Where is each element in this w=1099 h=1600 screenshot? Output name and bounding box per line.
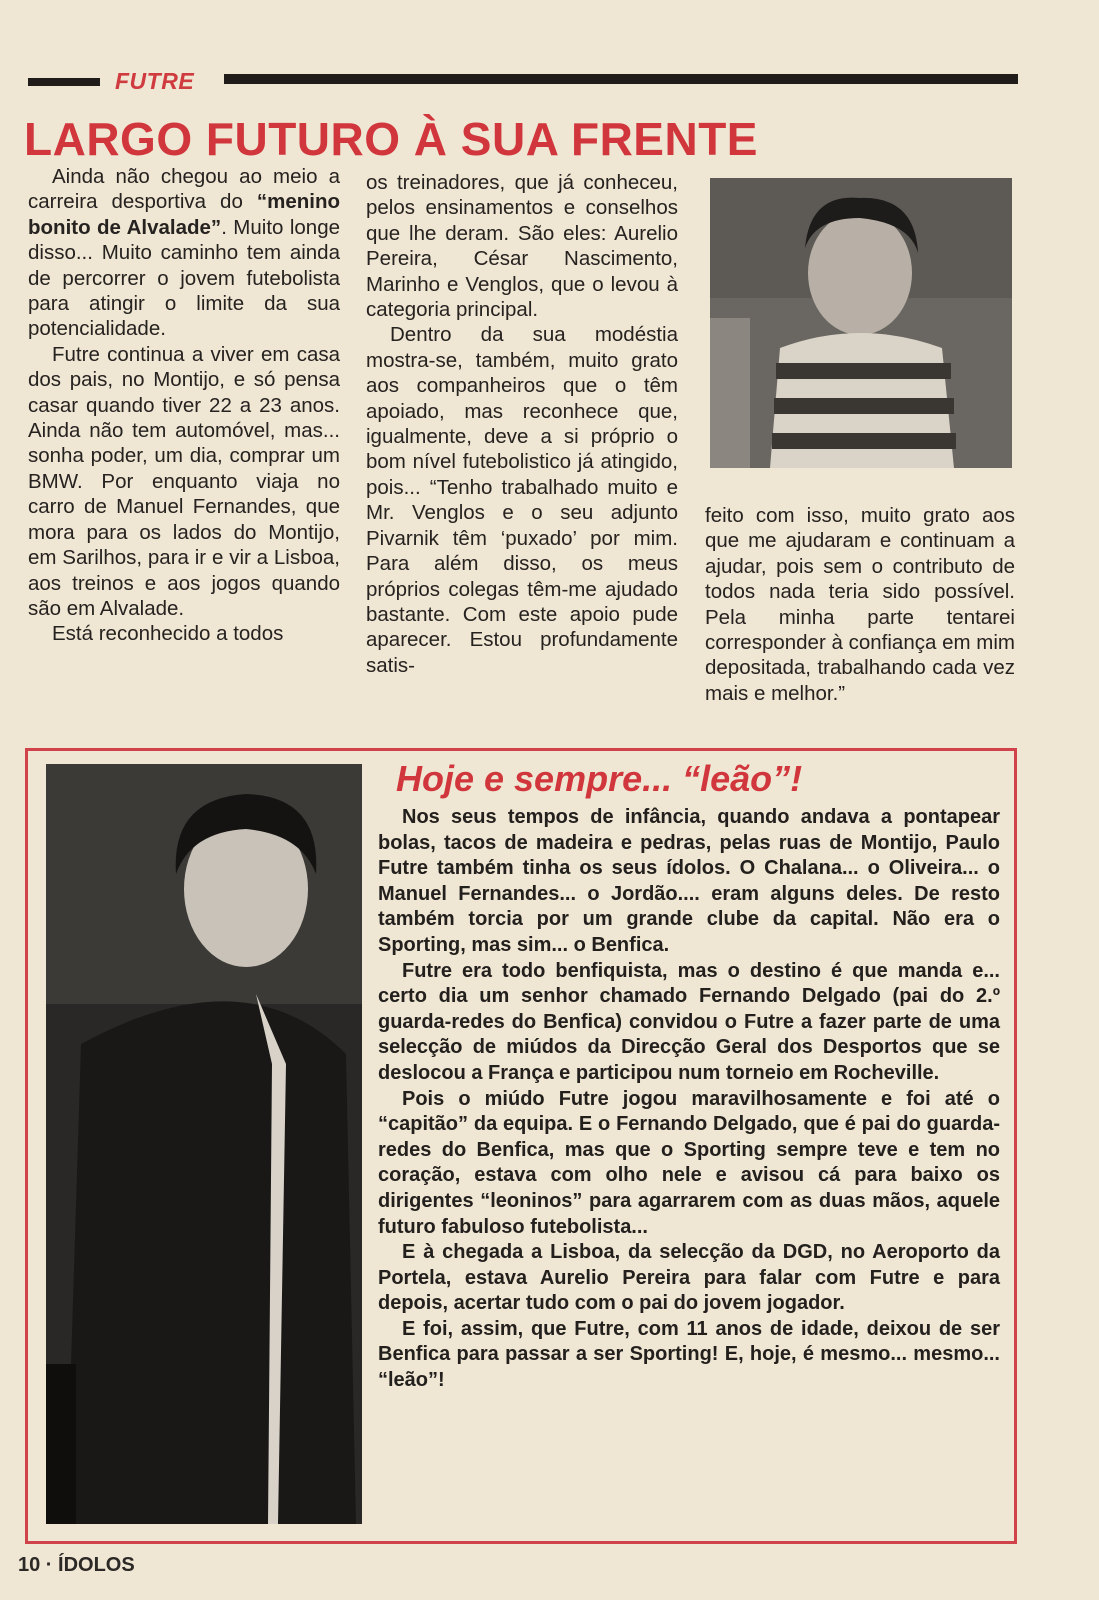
sidebar-paragraph: E foi, assim, que Futre, com 11 anos de idade, deixou de ser Benfica para passar a ser Sporting! E, hoje, é mesmo... mesmo... “leão”!	[378, 1317, 1000, 1392]
article-column-2	[366, 170, 678, 678]
player-portrait-image	[710, 178, 1012, 468]
nickname-quote: “menino bonito de Alvalade”	[28, 190, 340, 239]
article-headline: LARGO FUTURO À SUA FRENTE	[24, 113, 758, 165]
player-jacket-image	[46, 764, 362, 1524]
article-column-3	[705, 503, 1015, 706]
column-1-paragraph-3: Está reconhecido a todos	[52, 622, 284, 646]
sidebar-paragraph: Nos seus tempos de infância, quando andava a pontapear bolas, tacos de madeira e pedras, pelas ruas de Montijo, Paulo Futre também tinha os seus ídolos. O Chalana... o Oliveira... o Manuel Fernandes... o Jordão.... eram alguns deles. De resto também torcia por um grande clube da capital. Não era o Sporting, mas sim... o Benfica.	[378, 806, 1000, 956]
section-kicker: FUTRE	[115, 68, 195, 94]
header-rule-right	[224, 74, 1018, 84]
player-portrait-photo	[710, 178, 1012, 468]
text-run: . Muito longe disso... Muito caminho tem ainda de percorrer o jovem futebolista para atingir o limite da sua potencialidade.	[28, 215, 340, 341]
column-2-paragraph-1: os treinadores, que já conheceu, pelos ensinamentos e conselhos que lhe deram. São eles: Aurelio Pereira, César Nascimento, Marinho e Venglos, que o levou à categoria principal.	[366, 171, 678, 322]
page-footer: 10 · ÍDOLOS	[18, 1554, 135, 1576]
sidebar-paragraph: Pois o miúdo Futre jogou maravilhosamente e foi até o “capitão” da equipa. E o Fernando Delgado, que é pai do guarda-redes do Benfica, mas que o Sporting sempre teve e tem no coração, estava com olho nele e avisou cá para baixo os dirigentes “leoninos” para agarrarem com as duas mãos, aquele futuro fabuloso futebolista...	[378, 1087, 1000, 1238]
sidebar-body	[378, 805, 1000, 1394]
text-run: Ainda não chegou ao meio a carreira desportiva do	[28, 165, 340, 214]
column-3-paragraph-1: feito com isso, muito grato aos que me ajudaram e continuam a ajudar, pois sem o contributo de todos nada teria sido possível. Pela minha parte tentarei corresponder à confiança em mim depositada, trabalhando cada vez mais e melhor.”	[705, 504, 1015, 705]
sidebar-paragraph: Futre era todo benfiquista, mas o destino é que manda e... certo dia um senhor chamado Fernando Delgado (pai do 2.º guarda-redes do Benfica) convidou o Futre a fazer parte de uma selecção de miúdos da Direcção Geral dos Desportos que se deslocou a França e participou num torneio em Rocheville.	[378, 959, 1000, 1084]
column-1-paragraph-2: Futre continua a viver em casa dos pais, no Montijo, e só pensa casar quando tiver 22 a 23 anos. Ainda não tem automóvel, mas... sonha poder, um dia, comprar um BMW. Por enquanto viaja no carro de Manuel Fernandes, que mora para os lados do Montijo, em Sarilhos, para ir e vir a Lisboa, aos treinos e aos jogos quando são em Alvalade.	[28, 342, 340, 620]
player-jacket-photo	[46, 764, 362, 1524]
article-column-1	[28, 164, 340, 647]
column-1-paragraph-1	[28, 164, 340, 342]
header-rule-left	[28, 78, 100, 86]
sidebar-paragraph: E à chegada a Lisboa, da selecção da DGD, no Aeroporto da Portela, estava Aurelio Pereira para falar com Futre e para depois, acertar tudo com o pai do jovem jogador.	[378, 1241, 1000, 1315]
sidebar-title: Hoje e sempre... “leão”!	[396, 758, 803, 799]
column-2-paragraph-2: Dentro da sua modéstia mostra-se, também, muito grato aos companheiros que o têm apoiado, mas reconhece que, igualmente, deve a si próprio o bom nível futebolistico já atingido, pois... “Tenho trabalhado muito e Mr. Venglos e o seu adjunto Pivarnik têm ‘puxado’ por mim. Para além disso, os meus próprios colegas têm-me ajudado bastante. Com este apoio pude aparecer. Estou profundamente satis-	[366, 323, 678, 677]
